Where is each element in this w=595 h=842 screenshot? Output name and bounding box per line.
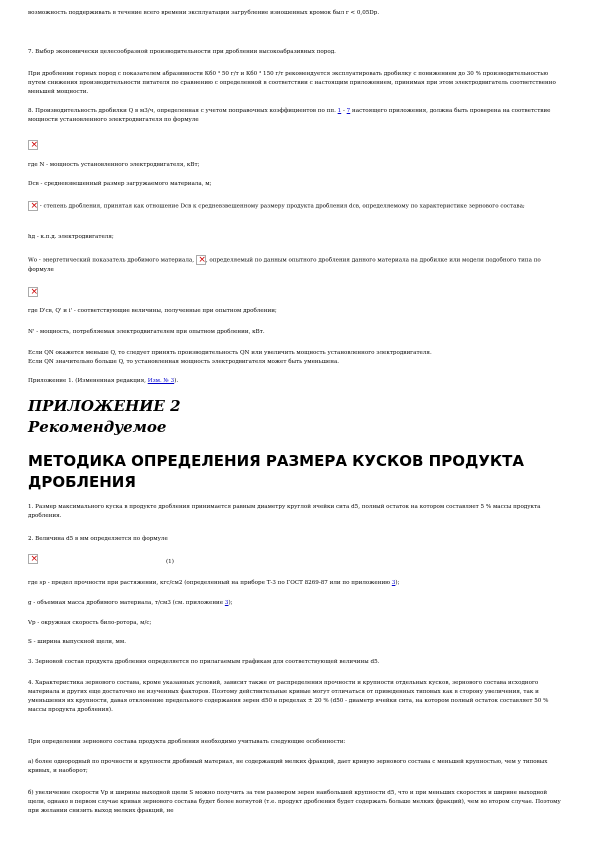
paragraph-8: 8. Производительность дробилки Q в м3/ч, определенная с учетом поправочных коэффициентов по пп. 1 - 7 настоящего приложения, должна быть проверена на соответствие мощности установленного электродвигателя по формуле [28, 108, 551, 123]
method-title-line2: ДРОБЛЕНИЯ [28, 473, 136, 491]
link-item-7[interactable]: 7 [346, 108, 351, 114]
def-experimental: где D'св, Q' и i' - соответствующие величины, полученные при опытном дроблении; [28, 308, 277, 314]
appendix-subtitle: Рекомендуемое [28, 418, 167, 436]
link-amendment-3[interactable]: Изм. № 3 [147, 378, 175, 384]
def-dsv: Dсв - средневзвешенный размер загружаемого материала, м; [28, 181, 212, 187]
item-2: 2. Величина d5 в мм определяется по формуле [28, 536, 168, 542]
item-4: 4. Характеристика зернового состава, кроме указанных условий, зависит также от распределения прочности и крупности отдельных кусков, зернового состава исходного материала и других еще достаточно не изученных факторов. Поэтому действительные кривые могут отличаться от приведенных типовых как в сторону увеличения, так и уменьшения их крупности, давая отклонение предельного содержания зерен d50 в пределах ± 20 % (d50 - диаметр ячейки сита, на котором полный остаток составляет 50 % массы продукта дробления). [28, 680, 549, 713]
paragraph-7-body: При дроблении горных пород с показателем абразивности Кб0 ³ 50 г/т и Кб0 ³ 150 г/т рекомендуется эксплуатировать дробилку с понижением до 30 % производительностью путем снижения производительности питателя по сравнению с определенной в соответствии с настоящим приложением, принимая при этом электродвигатель соответственно меньшей мощности. [28, 71, 556, 95]
note-qn-lower: Если QN окажется меньше Q, то следует принять производительность QN или увеличить мощность установленного электродвигателя. [28, 350, 432, 356]
broken-image-icon [28, 554, 38, 564]
def-gamma: g - объемная масса дробимого материала, т/см3 (см. приложение 3); [28, 600, 233, 606]
broken-image-icon [28, 201, 38, 211]
broken-image-icon [28, 287, 38, 297]
method-title-line1: МЕТОДИКА ОПРЕДЕЛЕНИЯ РАЗМЕРА КУСКОВ ПРОДУКТА [28, 452, 524, 470]
def-crushing-ratio: × - степень дробления, принятая как отношение Dсв к средневзвешенному размеру продукта дробления dсв, определяемому по характеристике зернового состава; [28, 201, 566, 212]
item-4-features: При определении зернового состава продукта дробления необходимо учитывать следующие особенности: [28, 739, 346, 745]
link-appendix-3[interactable]: 3 [391, 580, 396, 586]
item-1: 1. Размер максимального куска в продукте дробления принимается равным диаметру круглой ячейки сита d5, полный остаток на котором составляет 5 % массы продукта дробления. [28, 504, 541, 519]
equation-number: (1) [166, 559, 174, 565]
broken-image-icon [28, 140, 38, 150]
item-3: 3. Зерновой состав продукта дробления определяется по прилагаемым графикам для соответствующей величины d5. [28, 659, 380, 665]
def-s: S - ширина выпускной щели, мм. [28, 639, 127, 645]
def-n-prime: N' - мощность, потребляемая электродвигателем при опытном дроблении, кВт. [28, 329, 265, 335]
paragraph-7: 7. Выбор экономически целесообразной производительности при дроблении высокоабразивных пород. [28, 49, 336, 55]
item-4a: а) более однородный по прочности и крупности дробимый материал, не содержащий мелких фракций, дает кривую зернового состава с меньшей крупностью, чем у типовых кривых, и наоборот; [28, 759, 548, 774]
def-sigma: где sр - предел прочности при растяжении, кгс/см2 (определенный на приборе Т-3 по ГОСТ 8269-87 или по приложению 3); [28, 580, 400, 586]
def-power: где N - мощность установленного электродвигателя, кВт; [28, 162, 200, 168]
link-appendix-3b[interactable]: 3 [224, 600, 229, 606]
amendment-note: Приложение 1. (Измененная редакция, Изм. № 3). [28, 378, 179, 384]
appendix-title: ПРИЛОЖЕНИЕ 2 [28, 397, 181, 415]
broken-image-icon [196, 255, 206, 265]
item-4b: б) увеличение скорости Vр и ширины выходной щели S можно получить за тем размером зерен наибольшей крупности d5, что и при меньших скоростях и ширине выходной щели, однако в первом случае кривая зернового состава будет более вогнутой (т.е. продукт дробления будет содержать больше мелких фракций), чем во втором случае. Поэтому при желании снизить выход мелких фракций, не [28, 790, 561, 814]
def-efficiency: hд - к.п.д. электродвигателя; [28, 234, 114, 240]
def-vp: Vр - окружная скорость било-ротора, м/с; [28, 620, 152, 626]
paragraph-6-tail: возможность поддерживать в течение всего времени эксплуатации загрубление изношенных кромок был r < 0,05Dр. [28, 10, 380, 16]
def-energy-index: Wо - энергетический показатель дробимого материала, ×, определяемый по данным опытного дробления данного материала на дробилке или модели подобного типа по формуле [28, 255, 566, 275]
link-item-1[interactable]: 1 [337, 108, 342, 114]
note-qn-higher: Если QN значительно больше Q, то установленная мощность электродвигателя может быть уменьшена. [28, 359, 340, 365]
